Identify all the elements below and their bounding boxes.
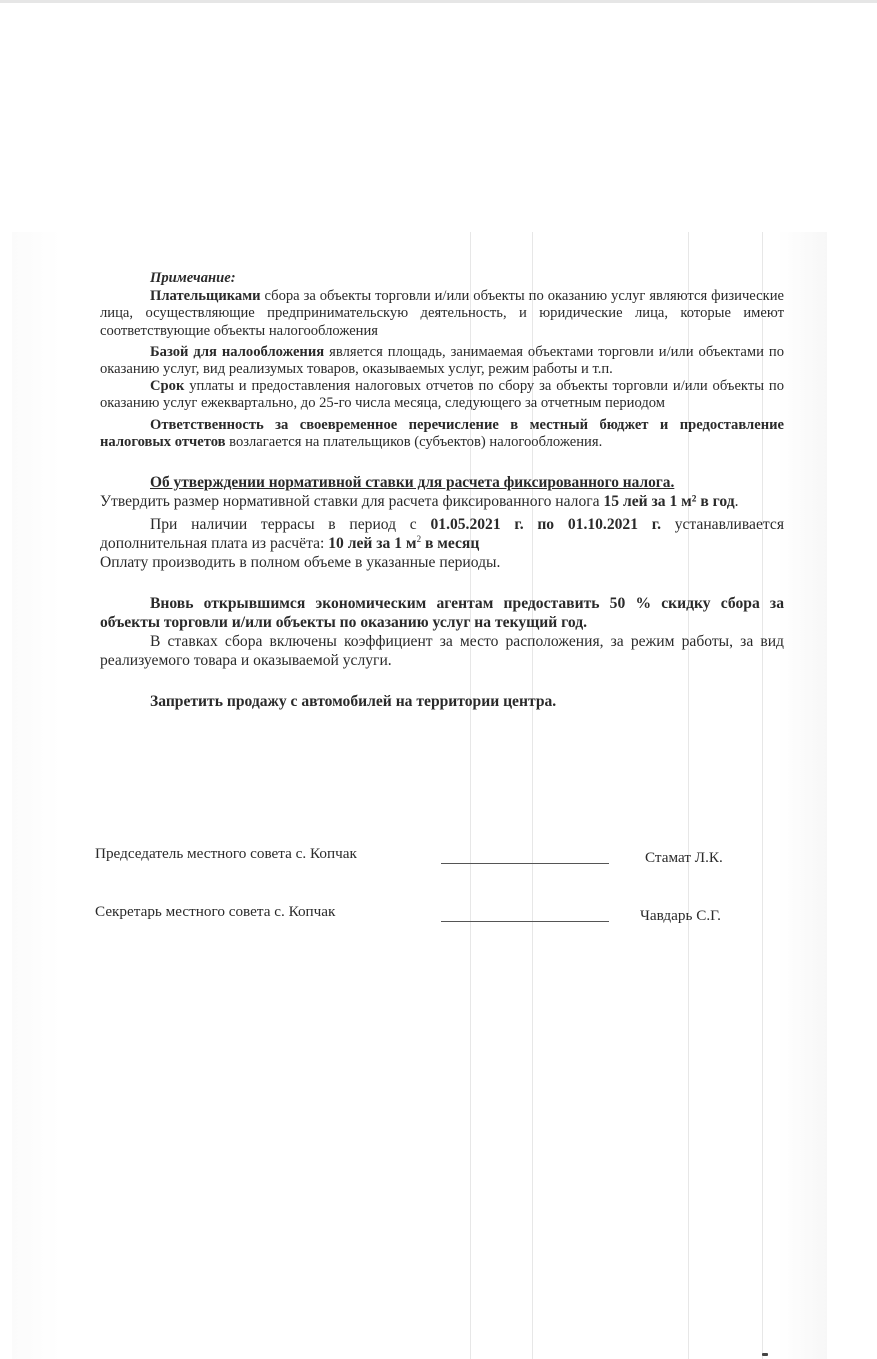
discount-paragraph: [100, 594, 784, 632]
signature-role: Секретарь местного совета с. Копчак: [95, 903, 336, 920]
decision-heading: Об утверждении нормативной ставки для расчета фиксированного налога.: [150, 474, 675, 492]
terrace-start-date: 01.05.2021 г.: [430, 516, 524, 534]
note-payers-paragraph: [100, 288, 784, 340]
terrace-rate-sup: 2: [416, 533, 422, 544]
discount-text: Вновь открывшимся экономическим агентам предоставить 50 % скидку сбора за объекты торговли и/или объекты по оказанию услуг на текущий год.: [100, 595, 784, 632]
document-body: [100, 270, 784, 711]
signature-row-chairman: [95, 845, 755, 869]
decision-section: [100, 473, 784, 711]
terrace-rate-b: в месяц: [421, 535, 480, 553]
base-term: Базой для налообложения: [150, 343, 325, 360]
rate-value: 15 лей за 1 м² в год: [603, 493, 735, 511]
terrace-paragraph: [100, 515, 784, 553]
note-responsibility-paragraph: [100, 417, 784, 451]
scan-mark: [762, 1353, 768, 1356]
base-text: является площадь, занимаемая объектами торговли и/или объектами по оказанию услуг, вид реализумых товаров, оказываемых услуг, режим работы и т.п.: [100, 343, 784, 378]
signature-line: [441, 863, 609, 864]
signature-name: Стамат Л.К.: [645, 849, 723, 866]
ban-paragraph: [100, 692, 784, 711]
signature-name: Чавдарь С.Г.: [640, 907, 721, 924]
payers-text: сбора за объекты торговли и/или объекты по оказанию услуг являются физические лица, осуществляющие предпринимательскую деятельность, и юридические лица, которые имеют соответствующие объекты налогообложения: [100, 288, 784, 339]
terrace-rate-a: 10 лей за 1 м: [328, 535, 417, 553]
note-title: Примечание:: [150, 270, 236, 286]
term-term: Срок: [150, 378, 185, 395]
responsibility-term: Ответственность за своевременное перечисление в местный бюджет и предоставление налоговых отчетов: [100, 416, 784, 450]
terrace-text-3: устанавливается дополнительная плата из расчёта:: [100, 516, 784, 553]
terrace-by: по: [523, 516, 568, 534]
coefficient-paragraph: В ставках сбора включены коэффициент за место расположения, за режим работы, за вид реализуемого товара и оказываемой услуги.: [100, 633, 784, 670]
note-base-paragraph: [100, 344, 784, 378]
terrace-text-1: При наличии террасы в период с: [150, 516, 431, 534]
note-term-paragraph: [100, 378, 784, 412]
terrace-end-date: 01.10.2021 г.: [567, 516, 661, 534]
rate-text: Утвердить размер нормативной ставки для расчета фиксированного налога: [100, 493, 604, 511]
payers-term: Плательщиками: [150, 288, 261, 305]
ban-text: Запретить продажу с автомобилей на территории центра.: [150, 693, 557, 711]
signature-line: [441, 921, 609, 922]
page-top-edge: [0, 0, 877, 3]
payment-paragraph: Оплату производить в полном объеме в указанные периоды.: [100, 554, 501, 572]
rate-paragraph: [100, 492, 784, 511]
responsibility-text: возлагается на плательщиков (субъектов) налогообложения.: [225, 433, 603, 450]
signature-row-secretary: [95, 903, 755, 927]
term-text: уплаты и предоставления налоговых отчетов по сбору за объекты торговли и/или объекты по оказанию услуг ежеквартально, до 25-го числа месяца, следующего за отчетным периодом: [100, 378, 784, 412]
rate-end: .: [734, 493, 739, 511]
signature-role: Председатель местного совета с. Копчак: [95, 845, 357, 862]
